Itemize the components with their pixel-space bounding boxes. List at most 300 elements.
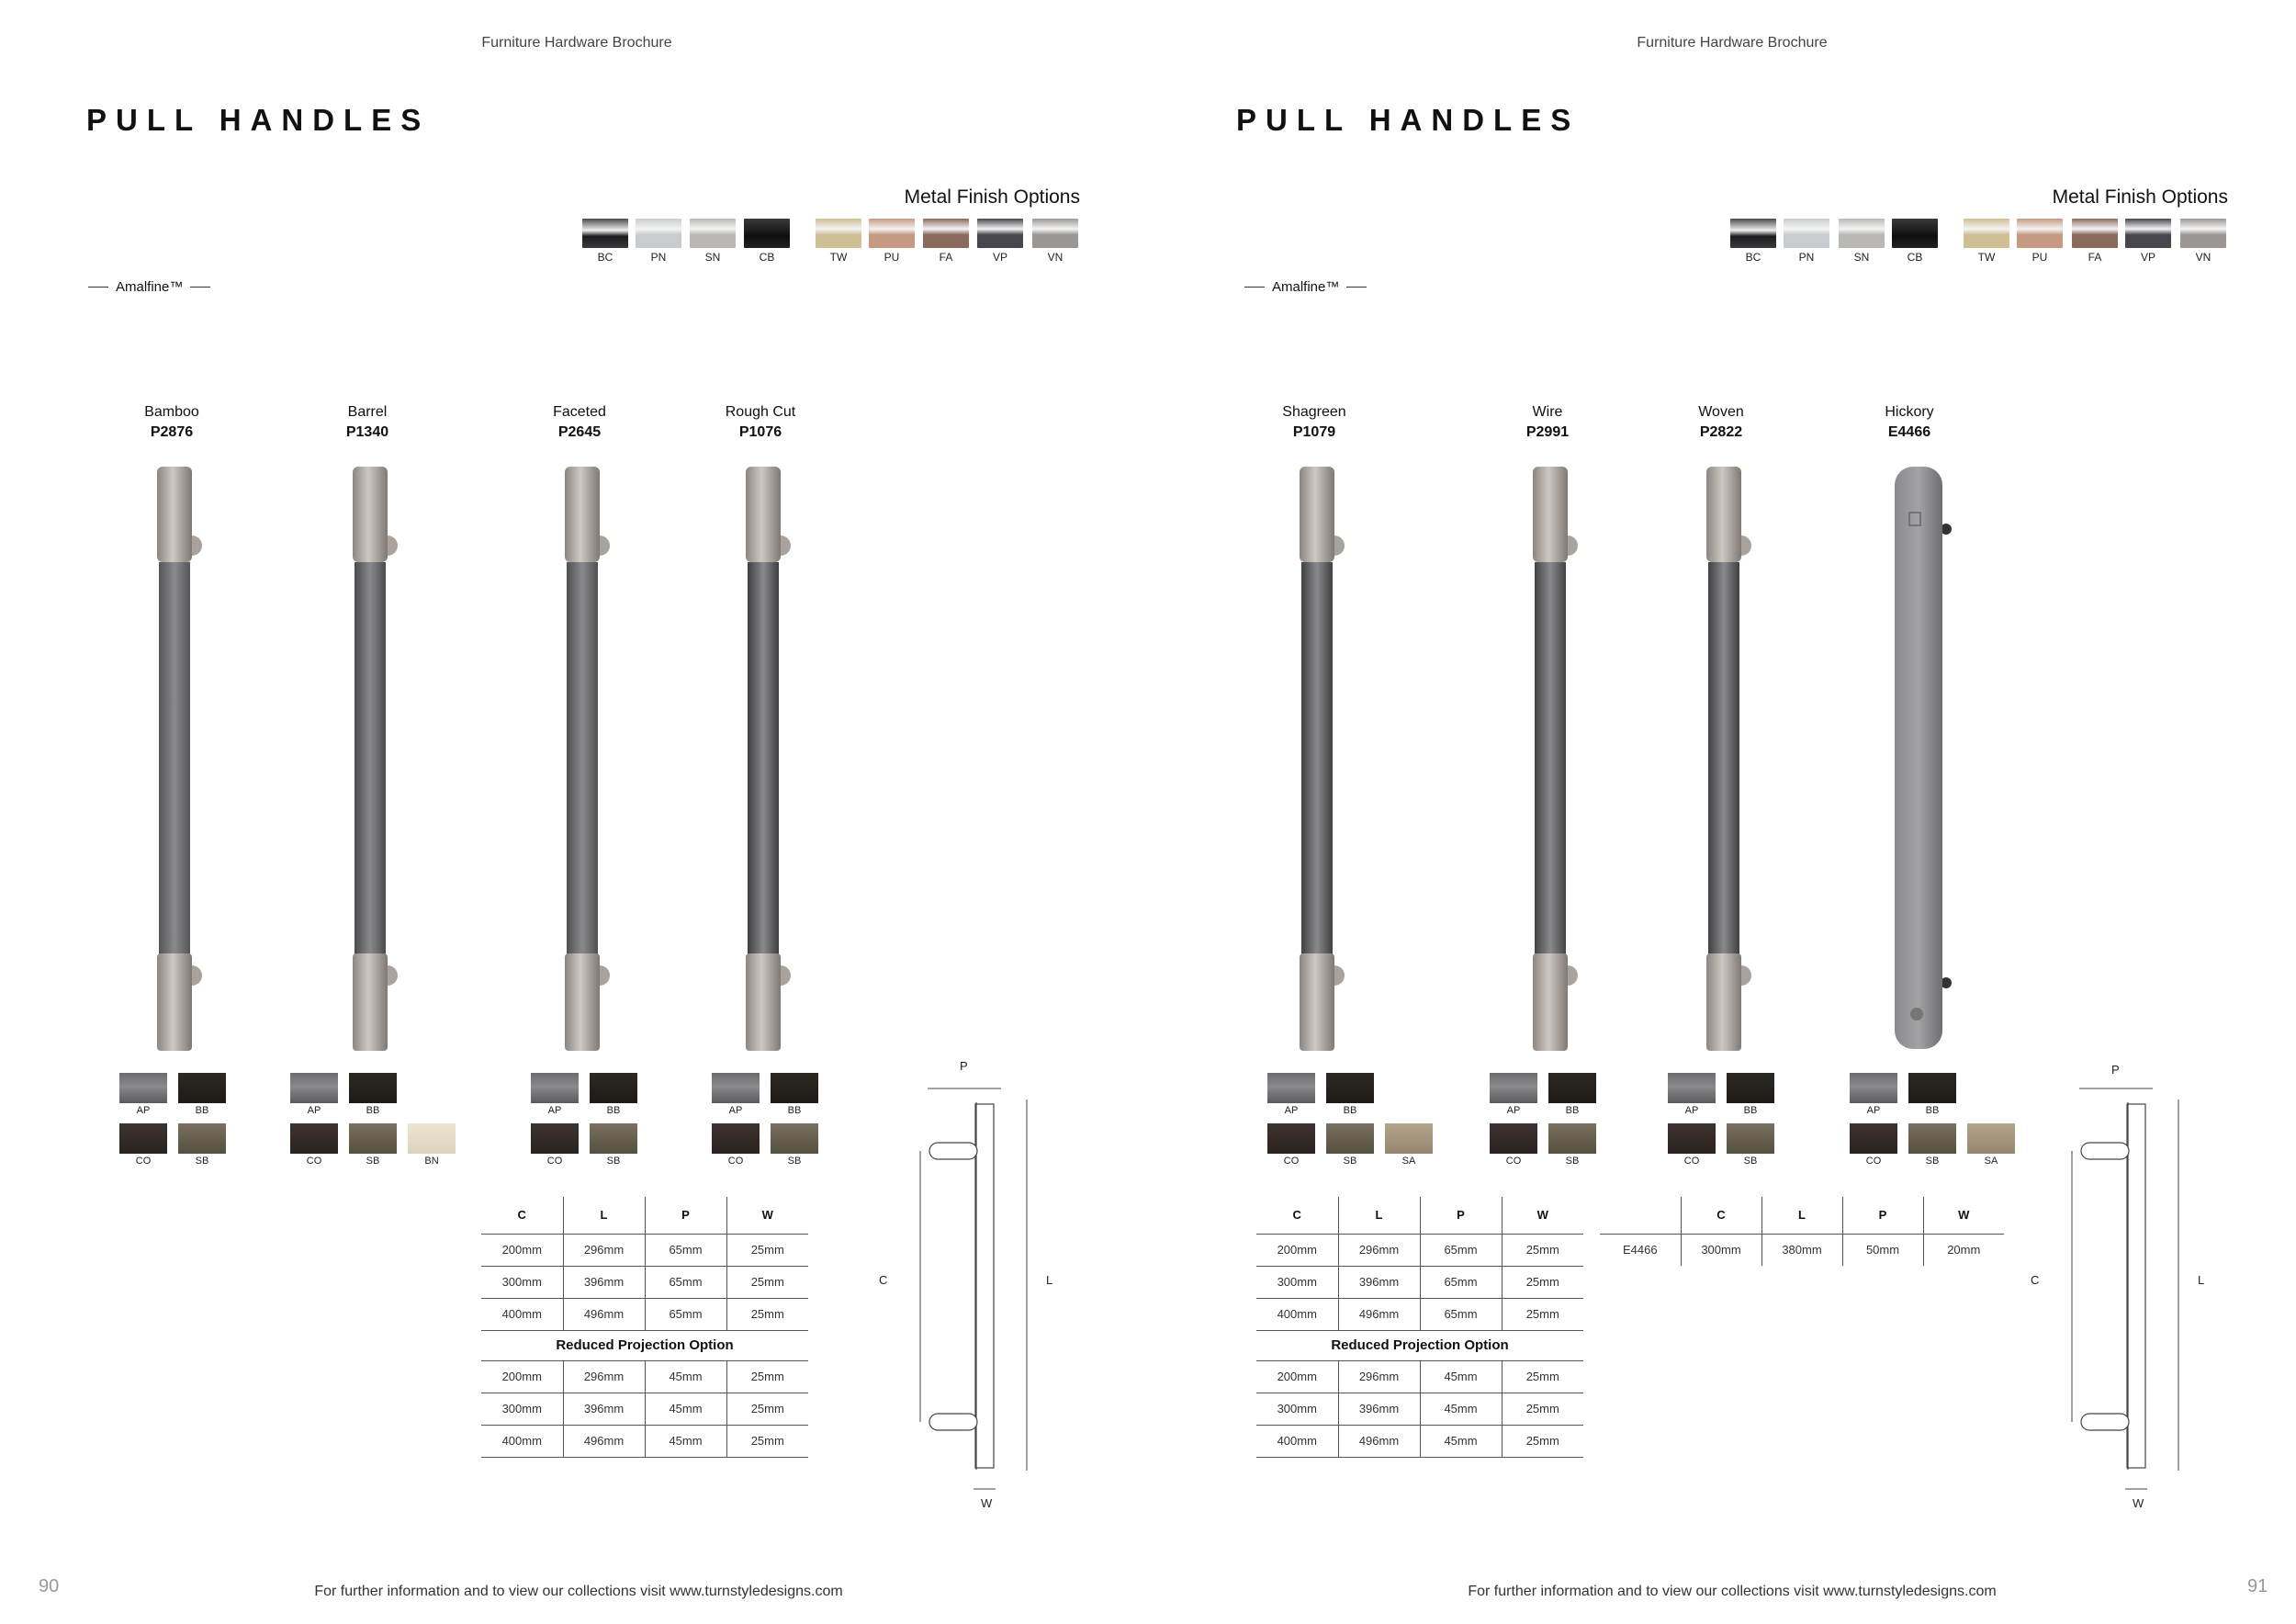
diagram-label-l: L xyxy=(1046,1273,1053,1287)
finish-swatch-color xyxy=(636,219,681,248)
leather-swatch-co[interactable] xyxy=(712,1123,760,1167)
finish-swatch-pu[interactable] xyxy=(869,219,915,264)
leather-code: BB xyxy=(1743,1105,1758,1116)
metal-finish-swatches xyxy=(0,219,1148,265)
handle-name: Woven xyxy=(1698,404,1744,420)
table-cell: 396mm xyxy=(1338,1393,1420,1425)
table-row xyxy=(1256,1393,1583,1425)
finish-swatch-fa[interactable] xyxy=(923,219,969,264)
table-cell: 200mm xyxy=(1256,1360,1338,1393)
collection-label xyxy=(1244,279,1367,295)
page-number: 90 xyxy=(39,1576,60,1596)
leather-swatch-color xyxy=(119,1073,167,1103)
table-row xyxy=(481,1266,808,1298)
hickory-dimension-table xyxy=(1600,1197,2004,1266)
leather-swatch-co[interactable] xyxy=(1668,1123,1716,1167)
handle-code: P1340 xyxy=(345,424,389,440)
handle-image xyxy=(144,467,218,1054)
table-header-l: L xyxy=(563,1197,645,1234)
leather-swatch-ap[interactable] xyxy=(119,1073,167,1116)
table-cell: 300mm xyxy=(1256,1266,1338,1298)
handle-rough-cut[interactable] xyxy=(687,404,834,441)
handle-code: P1079 xyxy=(1292,424,1336,440)
table-header-l: L xyxy=(1338,1197,1420,1234)
handle-code: P2645 xyxy=(557,424,602,440)
diagram-label-w: W xyxy=(981,1496,993,1510)
leather-swatch-bb[interactable] xyxy=(178,1073,226,1116)
table-row xyxy=(481,1360,808,1393)
table-cell: 65mm xyxy=(1420,1266,1502,1298)
leather-swatch-color xyxy=(1548,1073,1596,1103)
leather-swatch-color xyxy=(349,1073,397,1103)
table-row xyxy=(481,1298,808,1330)
leather-code: CO xyxy=(1865,1156,1882,1167)
leather-swatch-ap[interactable] xyxy=(531,1073,579,1116)
leather-code: SB xyxy=(787,1156,802,1167)
handle-name: Barrel xyxy=(347,404,388,420)
leather-code: CO xyxy=(1683,1156,1700,1167)
leather-swatch-color xyxy=(290,1073,338,1103)
leather-swatch-color xyxy=(712,1123,760,1154)
finish-swatch-color xyxy=(744,219,790,248)
finish-swatch-color xyxy=(1032,219,1078,248)
collection-dash-left xyxy=(1244,287,1265,288)
leather-swatch-color xyxy=(1326,1073,1374,1103)
finish-swatch-bc[interactable] xyxy=(582,219,628,264)
reduced-projection-label: Reduced Projection Option xyxy=(481,1330,808,1360)
leather-swatch-color xyxy=(1850,1123,1897,1154)
finish-swatch-color xyxy=(2072,219,2118,248)
leather-swatch-sb[interactable] xyxy=(178,1123,226,1167)
table-header-p: P xyxy=(1420,1197,1502,1234)
table-cell: 45mm xyxy=(1420,1425,1502,1457)
table-row xyxy=(481,1425,808,1457)
finish-swatch-color xyxy=(1730,219,1776,248)
table-cell: 300mm xyxy=(481,1393,563,1425)
leather-code: SB xyxy=(366,1156,380,1167)
finish-code: FA xyxy=(939,251,953,264)
leather-code: AP xyxy=(1506,1105,1521,1116)
table-cell: 296mm xyxy=(563,1360,645,1393)
leather-swatch-sb[interactable] xyxy=(1727,1123,1774,1167)
finish-swatch-color xyxy=(1892,219,1938,248)
finish-code: PN xyxy=(650,251,667,264)
hickory-header xyxy=(1600,1197,1681,1234)
table-cell: 25mm xyxy=(726,1393,808,1425)
finish-swatch-color xyxy=(816,219,861,248)
table-cell: 496mm xyxy=(563,1425,645,1457)
leather-swatch-ap[interactable] xyxy=(1850,1073,1897,1116)
table-cell: 45mm xyxy=(645,1393,726,1425)
metal-finish-heading: Metal Finish Options xyxy=(2052,186,2228,208)
table-cell: 45mm xyxy=(1420,1360,1502,1393)
leather-swatch-color xyxy=(771,1073,818,1103)
reduced-projection-label: Reduced Projection Option xyxy=(1256,1330,1583,1360)
collection-label xyxy=(88,279,210,295)
leather-swatch-ap[interactable] xyxy=(1267,1073,1315,1116)
finish-swatch-pn[interactable] xyxy=(636,219,681,264)
table-cell: 25mm xyxy=(1502,1393,1583,1425)
leather-swatch-sa[interactable] xyxy=(1967,1123,2015,1167)
finish-swatch-bc[interactable] xyxy=(1730,219,1776,264)
table-header-w: W xyxy=(726,1197,808,1234)
table-cell: 300mm xyxy=(1681,1234,1761,1266)
leather-swatch-color xyxy=(1668,1123,1716,1154)
finish-swatch-vn[interactable] xyxy=(1032,219,1078,264)
table-row xyxy=(481,1234,808,1266)
table-cell: 20mm xyxy=(1923,1234,2004,1266)
dimension-table xyxy=(1256,1197,1583,1458)
handle-name: Wire xyxy=(1532,404,1563,420)
leather-swatch-color xyxy=(1326,1123,1374,1154)
finish-code: BC xyxy=(1745,251,1761,264)
leather-swatch-color xyxy=(1850,1073,1897,1103)
leather-code: CO xyxy=(1505,1156,1522,1167)
metal-finish-heading: Metal Finish Options xyxy=(904,186,1080,208)
leather-code: SB xyxy=(1743,1156,1758,1167)
finish-code: BC xyxy=(597,251,613,264)
leather-swatch-co[interactable] xyxy=(1850,1123,1897,1167)
leather-swatch-co[interactable] xyxy=(1267,1123,1315,1167)
finish-swatch-tw[interactable] xyxy=(816,219,861,264)
handle-image xyxy=(1287,467,1360,1054)
metal-finish-swatches xyxy=(1152,219,2296,265)
leather-code: AP xyxy=(728,1105,743,1116)
finish-swatch-sn[interactable] xyxy=(690,219,736,264)
leather-swatch-color xyxy=(1490,1073,1537,1103)
finish-code: VP xyxy=(2140,251,2155,264)
handle-shagreen[interactable] xyxy=(1241,404,1388,441)
collection-name: Amalfine™ xyxy=(1272,279,1340,295)
leather-code: SB xyxy=(195,1156,209,1167)
leather-code: BB xyxy=(1343,1105,1357,1116)
leather-swatch-sa[interactable] xyxy=(1385,1123,1433,1167)
leather-swatch-ap[interactable] xyxy=(1668,1073,1716,1116)
leather-code: SB xyxy=(1925,1156,1940,1167)
table-cell: 296mm xyxy=(1338,1234,1420,1266)
leather-swatch-color xyxy=(119,1123,167,1154)
leather-swatch-bb[interactable] xyxy=(349,1073,397,1116)
diagram-label-p: P xyxy=(2111,1063,2120,1077)
leather-swatch-color xyxy=(590,1123,637,1154)
table-cell: 296mm xyxy=(1338,1360,1420,1393)
leather-swatch-ap[interactable] xyxy=(1490,1073,1537,1116)
handle-bamboo[interactable] xyxy=(98,404,245,441)
leather-swatch-bb[interactable] xyxy=(771,1073,818,1116)
leather-code: AP xyxy=(1684,1105,1699,1116)
leather-swatch-sb[interactable] xyxy=(771,1123,818,1167)
table-cell: 25mm xyxy=(1502,1298,1583,1330)
handle-name: Rough Cut xyxy=(725,404,796,420)
table-cell: 25mm xyxy=(1502,1266,1583,1298)
footer-link-text[interactable]: For further information and to view our collections visit www.turnstyledesigns.com xyxy=(1468,1584,1997,1599)
table-cell: 396mm xyxy=(563,1266,645,1298)
leather-code: CO xyxy=(727,1156,744,1167)
table-cell: 200mm xyxy=(481,1234,563,1266)
page-number: 91 xyxy=(2247,1576,2268,1596)
leather-swatch-color xyxy=(1548,1123,1596,1154)
leather-swatch-sb[interactable] xyxy=(590,1123,637,1167)
table-cell: 496mm xyxy=(563,1298,645,1330)
leather-swatch-color xyxy=(290,1123,338,1154)
leather-code: AP xyxy=(1284,1105,1299,1116)
leather-swatch-sb[interactable] xyxy=(1326,1123,1374,1167)
finish-swatch-color xyxy=(690,219,736,248)
handle-name: Hickory xyxy=(1885,404,1934,420)
table-cell: 25mm xyxy=(726,1234,808,1266)
dimension-diagram xyxy=(863,1052,1065,1511)
handle-name: Faceted xyxy=(553,404,606,420)
table-row xyxy=(1256,1234,1583,1266)
table-cell: 200mm xyxy=(1256,1234,1338,1266)
finish-swatch-fa[interactable] xyxy=(2072,219,2118,264)
table-header-w: W xyxy=(1502,1197,1583,1234)
finish-swatch-color xyxy=(2180,219,2226,248)
handle-code: E4466 xyxy=(1887,424,1931,440)
table-cell: 25mm xyxy=(726,1360,808,1393)
diagram-label-p: P xyxy=(960,1059,968,1073)
finish-swatch-vp[interactable] xyxy=(2125,219,2171,264)
footer-link-text[interactable]: For further information and to view our collections visit www.turnstyledesigns.com xyxy=(314,1584,843,1599)
collection-dash-right xyxy=(1346,287,1367,288)
leather-swatch-color xyxy=(1267,1123,1315,1154)
finish-swatch-color xyxy=(2017,219,2063,248)
leather-swatch-color xyxy=(1385,1123,1433,1154)
table-cell: 200mm xyxy=(481,1360,563,1393)
leather-swatch-color xyxy=(1727,1073,1774,1103)
table-header-c: C xyxy=(1256,1197,1338,1234)
handle-image xyxy=(552,467,625,1054)
finish-code: SN xyxy=(1853,251,1870,264)
leather-code: AP xyxy=(136,1105,151,1116)
hickory-header: P xyxy=(1842,1197,1923,1234)
collection-dash-right xyxy=(190,287,210,288)
finish-swatch-color xyxy=(923,219,969,248)
finish-swatch-color xyxy=(869,219,915,248)
table-cell: 380mm xyxy=(1761,1234,1842,1266)
leather-swatch-bb[interactable] xyxy=(590,1073,637,1116)
handle-name: Bamboo xyxy=(144,404,199,420)
leather-code: BB xyxy=(195,1105,209,1116)
leather-swatch-color xyxy=(408,1123,456,1154)
finish-swatch-color xyxy=(1964,219,2009,248)
leather-swatch-color xyxy=(1668,1073,1716,1103)
table-cell: 496mm xyxy=(1338,1298,1420,1330)
leather-swatch-color xyxy=(178,1123,226,1154)
leather-swatch-bb[interactable] xyxy=(1727,1073,1774,1116)
leather-swatch-color xyxy=(1267,1073,1315,1103)
handle-hickory[interactable] xyxy=(1836,404,1983,441)
finish-swatch-pn[interactable] xyxy=(1784,219,1829,264)
handle-image xyxy=(733,467,806,1054)
finish-code: SN xyxy=(704,251,721,264)
handle-name: Shagreen xyxy=(1282,404,1346,420)
leather-code: AP xyxy=(307,1105,321,1116)
finish-swatch-cb[interactable] xyxy=(1892,219,1938,264)
table-cell: 400mm xyxy=(481,1425,563,1457)
leather-code: BN xyxy=(424,1156,439,1167)
dimension-table xyxy=(481,1197,808,1458)
leather-swatch-color xyxy=(771,1123,818,1154)
leather-code: BB xyxy=(606,1105,621,1116)
finish-code: VN xyxy=(1047,251,1064,264)
handle-code: P2991 xyxy=(1525,424,1570,440)
leather-swatch-color xyxy=(590,1073,637,1103)
leather-swatch-color xyxy=(1908,1073,1956,1103)
leather-code: SB xyxy=(1343,1156,1357,1167)
table-cell: 45mm xyxy=(645,1425,726,1457)
finish-swatch-color xyxy=(2125,219,2171,248)
finish-swatch-color xyxy=(977,219,1023,248)
finish-code: PU xyxy=(884,251,900,264)
table-row xyxy=(1256,1266,1583,1298)
table-row xyxy=(1256,1298,1583,1330)
leather-swatch-bb[interactable] xyxy=(1326,1073,1374,1116)
hickory-handle-image xyxy=(1882,467,1955,1054)
handle-image xyxy=(340,467,413,1054)
finish-code: TW xyxy=(829,251,848,264)
leather-swatch-color xyxy=(712,1073,760,1103)
leather-swatch-color xyxy=(349,1123,397,1154)
leather-swatch-sb[interactable] xyxy=(1908,1123,1956,1167)
finish-code: FA xyxy=(2088,251,2102,264)
table-cell: 25mm xyxy=(726,1298,808,1330)
leather-swatch-color xyxy=(178,1073,226,1103)
table-cell: 25mm xyxy=(726,1425,808,1457)
leather-code: BB xyxy=(1925,1105,1940,1116)
finish-swatch-vp[interactable] xyxy=(977,219,1023,264)
leather-code: BB xyxy=(787,1105,802,1116)
leather-swatch-color xyxy=(531,1073,579,1103)
leather-code: SB xyxy=(1565,1156,1580,1167)
table-cell: 396mm xyxy=(563,1393,645,1425)
leather-code: CO xyxy=(546,1156,563,1167)
dimension-diagram xyxy=(2015,1052,2217,1511)
hickory-header: C xyxy=(1681,1197,1761,1234)
table-cell: 25mm xyxy=(726,1266,808,1298)
leather-code: SA xyxy=(1984,1156,1998,1167)
table-header-c: C xyxy=(481,1197,563,1234)
table-cell: 50mm xyxy=(1842,1234,1923,1266)
leather-swatch-sb[interactable] xyxy=(349,1123,397,1167)
table-cell: 300mm xyxy=(481,1266,563,1298)
table-cell: 300mm xyxy=(1256,1393,1338,1425)
leather-swatch-co[interactable] xyxy=(1490,1123,1537,1167)
finish-code: VP xyxy=(992,251,1007,264)
collection-name: Amalfine™ xyxy=(116,279,184,295)
table-cell: 496mm xyxy=(1338,1425,1420,1457)
table-cell: 400mm xyxy=(1256,1298,1338,1330)
leather-swatch-co[interactable] xyxy=(290,1123,338,1167)
finish-code: VN xyxy=(2195,251,2212,264)
table-row xyxy=(1256,1425,1583,1457)
leather-code: SB xyxy=(606,1156,621,1167)
leather-swatch-color xyxy=(1727,1123,1774,1154)
finish-swatch-color xyxy=(1839,219,1885,248)
hickory-header: L xyxy=(1761,1197,1842,1234)
page-title: PULL HANDLES xyxy=(86,103,431,137)
finish-swatch-sn[interactable] xyxy=(1839,219,1885,264)
finish-code: PU xyxy=(2032,251,2048,264)
leather-swatch-bn[interactable] xyxy=(408,1123,456,1167)
page-right xyxy=(1152,0,2296,1624)
finish-code: PN xyxy=(1798,251,1815,264)
leather-swatch-ap[interactable] xyxy=(712,1073,760,1116)
finish-swatch-vn[interactable] xyxy=(2180,219,2226,264)
leather-swatch-co[interactable] xyxy=(119,1123,167,1167)
finish-code: CB xyxy=(759,251,775,264)
table-cell: 65mm xyxy=(645,1266,726,1298)
table-cell: 25mm xyxy=(1502,1360,1583,1393)
table-cell: 25mm xyxy=(1502,1234,1583,1266)
table-row xyxy=(1256,1360,1583,1393)
table-row xyxy=(481,1393,808,1425)
table-cell: 45mm xyxy=(1420,1393,1502,1425)
table-row xyxy=(1600,1234,2004,1266)
leather-code: AP xyxy=(1866,1105,1881,1116)
finish-swatch-color xyxy=(582,219,628,248)
brochure-header: Furniture Hardware Brochure xyxy=(481,35,672,51)
leather-swatch-sb[interactable] xyxy=(1548,1123,1596,1167)
handle-image xyxy=(1520,467,1593,1054)
leather-swatch-color xyxy=(1490,1123,1537,1154)
leather-code: BB xyxy=(366,1105,380,1116)
leather-swatch-co[interactable] xyxy=(531,1123,579,1167)
brochure-header: Furniture Hardware Brochure xyxy=(1637,35,1828,51)
table-cell: 65mm xyxy=(1420,1298,1502,1330)
finish-swatch-tw[interactable] xyxy=(1964,219,2009,264)
table-cell: 65mm xyxy=(645,1234,726,1266)
table-cell: 400mm xyxy=(481,1298,563,1330)
table-cell: E4466 xyxy=(1622,1243,1658,1257)
leather-swatch-color xyxy=(1908,1123,1956,1154)
table-header-p: P xyxy=(645,1197,726,1234)
leather-swatch-color xyxy=(1967,1123,2015,1154)
table-cell: 45mm xyxy=(645,1360,726,1393)
leather-code: BB xyxy=(1565,1105,1580,1116)
leather-swatch-color xyxy=(531,1123,579,1154)
leather-swatch-bb[interactable] xyxy=(1908,1073,1956,1116)
table-cell: 400mm xyxy=(1256,1425,1338,1457)
table-cell: 396mm xyxy=(1338,1266,1420,1298)
handle-woven[interactable] xyxy=(1648,404,1795,441)
table-cell: 65mm xyxy=(1420,1234,1502,1266)
finish-code: TW xyxy=(1977,251,1996,264)
handle-image xyxy=(1694,467,1767,1054)
leather-swatch-ap[interactable] xyxy=(290,1073,338,1116)
leather-swatch-bb[interactable] xyxy=(1548,1073,1596,1116)
leather-code: CO xyxy=(306,1156,322,1167)
page-title: PULL HANDLES xyxy=(1236,103,1581,137)
collection-dash-left xyxy=(88,287,108,288)
diagram-label-c: C xyxy=(2031,1273,2040,1287)
leather-code: SA xyxy=(1401,1156,1416,1167)
handle-barrel[interactable] xyxy=(294,404,441,441)
table-cell: 296mm xyxy=(563,1234,645,1266)
handle-wire[interactable] xyxy=(1474,404,1621,441)
finish-swatch-pu[interactable] xyxy=(2017,219,2063,264)
handle-faceted[interactable] xyxy=(506,404,653,441)
handle-code: P1076 xyxy=(738,424,782,440)
handle-code: P2822 xyxy=(1699,424,1743,440)
handle-code: P2876 xyxy=(150,424,194,440)
finish-code: CB xyxy=(1907,251,1923,264)
finish-swatch-cb[interactable] xyxy=(744,219,790,264)
table-cell: 25mm xyxy=(1502,1425,1583,1457)
leather-code: AP xyxy=(547,1105,562,1116)
leather-code: CO xyxy=(1283,1156,1300,1167)
diagram-label-c: C xyxy=(879,1273,888,1287)
